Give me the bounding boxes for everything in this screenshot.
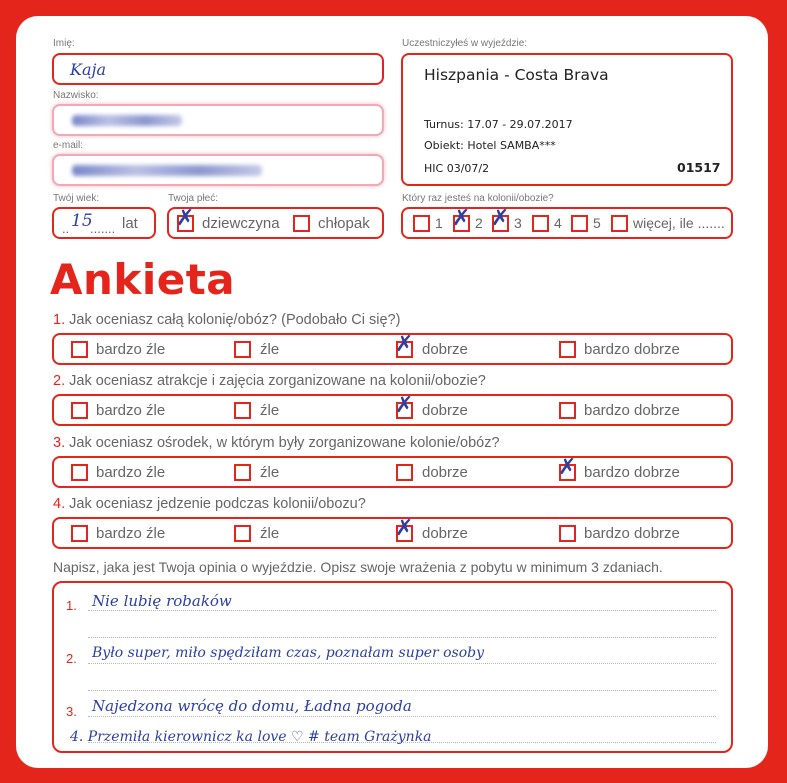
q2-checkbox-good[interactable] [395, 393, 414, 419]
times-option-3: 3 [514, 215, 522, 231]
question-3 [53, 435, 500, 451]
q1-checkbox-very-good[interactable] [559, 341, 576, 358]
question-2-number: 2. [53, 373, 66, 389]
gender-checkbox-girl[interactable] [176, 206, 195, 232]
opinion-answer-4: 4. Przemiła kierownicz ka love ♡ # team Grażynka [70, 729, 432, 745]
times-option-more: więcej, ile ....... [633, 215, 725, 231]
age-dots-left: .. [62, 221, 70, 236]
q1-option-good: dobrze [422, 341, 468, 358]
q2-option-very-good: bardzo dobrze [584, 402, 680, 419]
question-2-text: Jak oceniasz atrakcje i zajęcia zorganizowane na kolonii/obozie? [69, 373, 486, 389]
age-value: 15 [71, 211, 93, 231]
times-option-5: 5 [593, 215, 601, 231]
q3-checkbox-bad[interactable] [234, 464, 251, 481]
q1-checkbox-bad[interactable] [234, 341, 251, 358]
question-3-number: 3. [53, 435, 66, 451]
q3-option-very-bad: bardzo źle [96, 464, 166, 481]
age-field[interactable] [52, 207, 156, 239]
question-1-number: 1. [53, 312, 66, 328]
q2-checkbox-very-bad[interactable] [71, 402, 88, 419]
opinion-answer-1: Nie lubię robaków [92, 592, 232, 610]
q1-option-very-bad: bardzo źle [96, 341, 166, 358]
surname-label: Nazwisko: [53, 90, 99, 101]
q4-option-good: dobrze [422, 525, 468, 542]
checkmark-icon: ✗ [176, 206, 195, 231]
times-option-2: 2 [475, 215, 483, 231]
opinion-number-1: 1. [66, 598, 77, 613]
q4-option-very-bad: bardzo źle [96, 525, 166, 542]
gender-checkbox-boy[interactable] [293, 215, 310, 232]
surname-field[interactable] [52, 104, 384, 136]
checkmark-icon: ✗ [395, 393, 414, 418]
trip-turnus: Turnus: 17.07 - 29.07.2017 [424, 118, 573, 131]
opinion-line [88, 663, 716, 664]
surname-redacted [72, 115, 182, 126]
question-2-options [52, 394, 733, 426]
gender-option-boy: chłopak [318, 215, 370, 232]
q4-checkbox-bad[interactable] [234, 525, 251, 542]
q1-checkbox-very-bad[interactable] [71, 341, 88, 358]
q3-option-good: dobrze [422, 464, 468, 481]
times-checkbox-4[interactable] [532, 215, 549, 232]
q3-checkbox-very-bad[interactable] [71, 464, 88, 481]
trip-code: HIC 03/07/2 [424, 162, 490, 175]
age-unit: lat [122, 215, 138, 232]
q2-checkbox-very-good[interactable] [559, 402, 576, 419]
checkmark-icon: ✗ [395, 516, 414, 541]
gender-option-girl: dziewczyna [202, 215, 280, 232]
q2-option-very-bad: bardzo źle [96, 402, 166, 419]
trip-number: 01517 [677, 160, 721, 175]
q3-option-bad: źle [260, 464, 280, 481]
q3-option-very-good: bardzo dobrze [584, 464, 680, 481]
checkmark-icon: ✗ [491, 206, 510, 231]
question-4-options [52, 517, 733, 549]
gender-label: Twoja płeć: [168, 193, 219, 204]
opinion-answer-3: Najedzona wrócę do domu, Ładna pogoda [92, 697, 412, 715]
times-option-1: 1 [435, 215, 443, 231]
name-field[interactable] [52, 53, 384, 85]
q1-checkbox-good[interactable] [395, 332, 414, 358]
q4-option-bad: źle [260, 525, 280, 542]
times-option-4: 4 [554, 215, 562, 231]
q1-option-very-good: bardzo dobrze [584, 341, 680, 358]
times-checkbox-2[interactable] [452, 206, 471, 232]
trip-obiekt: Obiekt: Hotel SAMBA*** [424, 139, 556, 152]
q2-option-good: dobrze [422, 402, 468, 419]
opinion-line [88, 610, 716, 611]
q4-checkbox-very-good[interactable] [559, 525, 576, 542]
email-redacted [72, 165, 262, 176]
trip-destination: Hiszpania - Costa Brava [424, 66, 609, 84]
times-field [401, 207, 733, 239]
opinion-number-2: 2. [66, 651, 77, 666]
age-label: Twój wiek: [53, 193, 100, 204]
email-field[interactable] [52, 154, 384, 186]
q4-option-very-good: bardzo dobrze [584, 525, 680, 542]
q4-checkbox-good[interactable] [395, 516, 414, 542]
age-dots-right: ....... [90, 221, 116, 236]
survey-title: Ankieta [50, 255, 236, 304]
q3-checkbox-good[interactable] [396, 464, 413, 481]
times-checkbox-more[interactable] [611, 215, 628, 232]
times-checkbox-5[interactable] [571, 215, 588, 232]
name-value: Kaja [70, 60, 106, 79]
question-1-options [52, 333, 733, 365]
question-4-number: 4. [53, 496, 66, 512]
q2-option-bad: źle [260, 402, 280, 419]
opinion-number-3: 3. [66, 704, 77, 719]
opinion-line [88, 716, 716, 717]
q4-checkbox-very-bad[interactable] [71, 525, 88, 542]
opinion-line [88, 637, 716, 638]
question-4-text: Jak oceniasz jedzenie podczas kolonii/obozu? [69, 496, 366, 512]
q1-option-bad: źle [260, 341, 280, 358]
question-1-text: Jak oceniasz całą kolonię/obóz? (Podobało Ci się?) [69, 312, 401, 328]
question-1 [53, 312, 400, 328]
name-label: Imię: [53, 38, 75, 49]
gender-field [167, 207, 384, 239]
question-2 [53, 373, 486, 389]
question-4 [53, 496, 366, 512]
trip-box [401, 53, 733, 186]
opinion-line [88, 690, 716, 691]
checkmark-icon: ✗ [395, 332, 414, 357]
q3-checkbox-very-good[interactable] [558, 455, 577, 481]
times-label: Który raz jesteś na kolonii/obozie? [402, 193, 554, 204]
email-label: e-mail: [53, 140, 84, 151]
times-checkbox-3[interactable] [491, 206, 510, 232]
opinion-answer-2: Było super, miło spędziłam czas, poznałam super osoby [92, 645, 485, 661]
times-checkbox-1[interactable] [413, 215, 430, 232]
opinion-prompt: Napisz, jaka jest Twoja opinia o wyjeździe. Opisz swoje wrażenia z pobytu w minimum 3 zdaniach. [53, 559, 663, 575]
checkmark-icon: ✗ [558, 455, 577, 480]
question-3-options [52, 456, 733, 488]
checkmark-icon: ✗ [452, 206, 471, 231]
q2-checkbox-bad[interactable] [234, 402, 251, 419]
question-3-text: Jak oceniasz ośrodek, w którym były zorganizowane kolonie/obóz? [69, 435, 500, 451]
trip-label: Uczestniczyłeś w wyjeździe: [402, 38, 528, 49]
